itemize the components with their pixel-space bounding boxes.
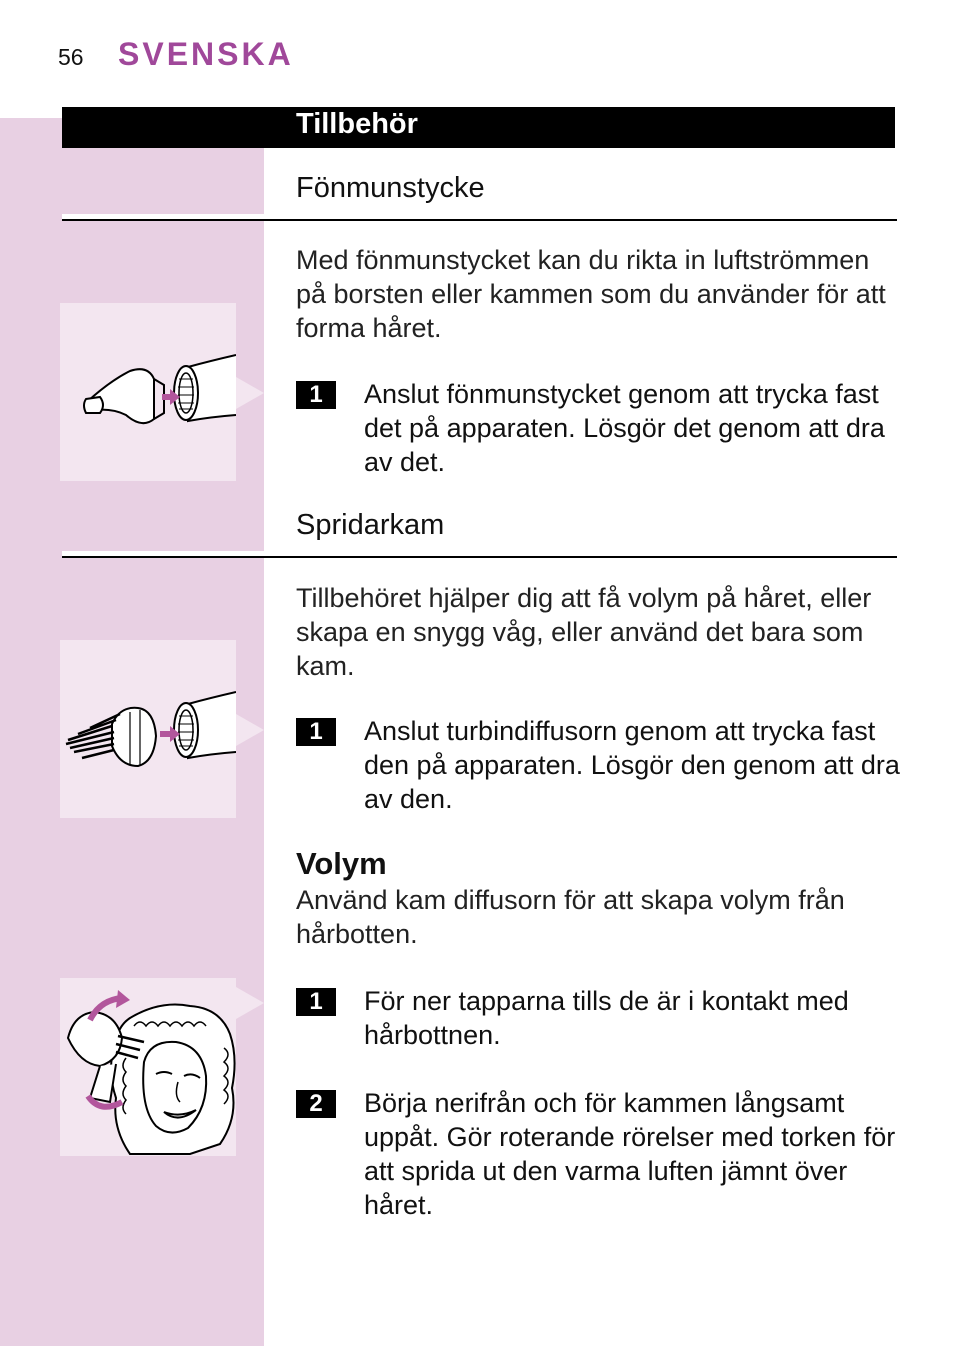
volume-step-2-number: 2 <box>296 1090 336 1118</box>
volume-step-1-number: 1 <box>296 988 336 1016</box>
nozzle-pointer <box>236 377 264 409</box>
diffuser-attach-image <box>60 640 236 818</box>
volume-description: Använd kam diffusorn för att skapa volym från hårbotten. <box>296 885 845 949</box>
nozzle-rule <box>62 219 897 221</box>
nozzle-heading: Fönmunstycke <box>296 172 485 204</box>
volume-step-1-text: För ner tapparna tills de är i kontakt med hårbottnen. <box>364 986 849 1050</box>
woman-volume-illustration <box>60 978 236 1156</box>
language-label: SVENSKA <box>118 36 294 72</box>
nozzle-step-1-text: Anslut fönmunstycket genom att trycka fast det på apparaten. Lösgör det genom att dra av det. <box>364 379 885 477</box>
section-title: Tillbehör <box>296 108 418 140</box>
section-header-bar <box>62 107 895 148</box>
nozzle-attach-illustration <box>60 303 236 481</box>
comb-description: Tillbehöret hjälper dig att få volym på håret, eller skapa en snygg våg, eller använd det bara som kam. <box>296 583 872 681</box>
volume-step-2-text: Börja nerifrån och för kammen långsamt uppåt. Gör roterande rörelser med torken för att sprida ut den varma luften jämnt över håret. <box>364 1088 896 1220</box>
volume-pointer <box>236 987 264 1019</box>
nozzle-attach-image <box>60 303 236 481</box>
comb-step-1-text: Anslut turbindiffusorn genom att trycka fast den på apparaten. Lösgör den genom att dra av den. <box>364 716 900 814</box>
nozzle-step-1-number: 1 <box>296 381 336 409</box>
diffuser-attach-illustration <box>60 640 236 818</box>
nozzle-description: Med fönmunstycket kan du rikta in luftströmmen på borsten eller kammen som du använder för att forma håret. <box>296 245 886 343</box>
volume-heading: Volym <box>296 846 387 881</box>
comb-heading: Spridarkam <box>296 509 445 541</box>
comb-rule <box>62 556 897 558</box>
page-number: 56 <box>58 44 84 70</box>
comb-step-1-number: 1 <box>296 718 336 746</box>
woman-volume-image <box>60 978 236 1156</box>
comb-pointer <box>236 714 264 746</box>
